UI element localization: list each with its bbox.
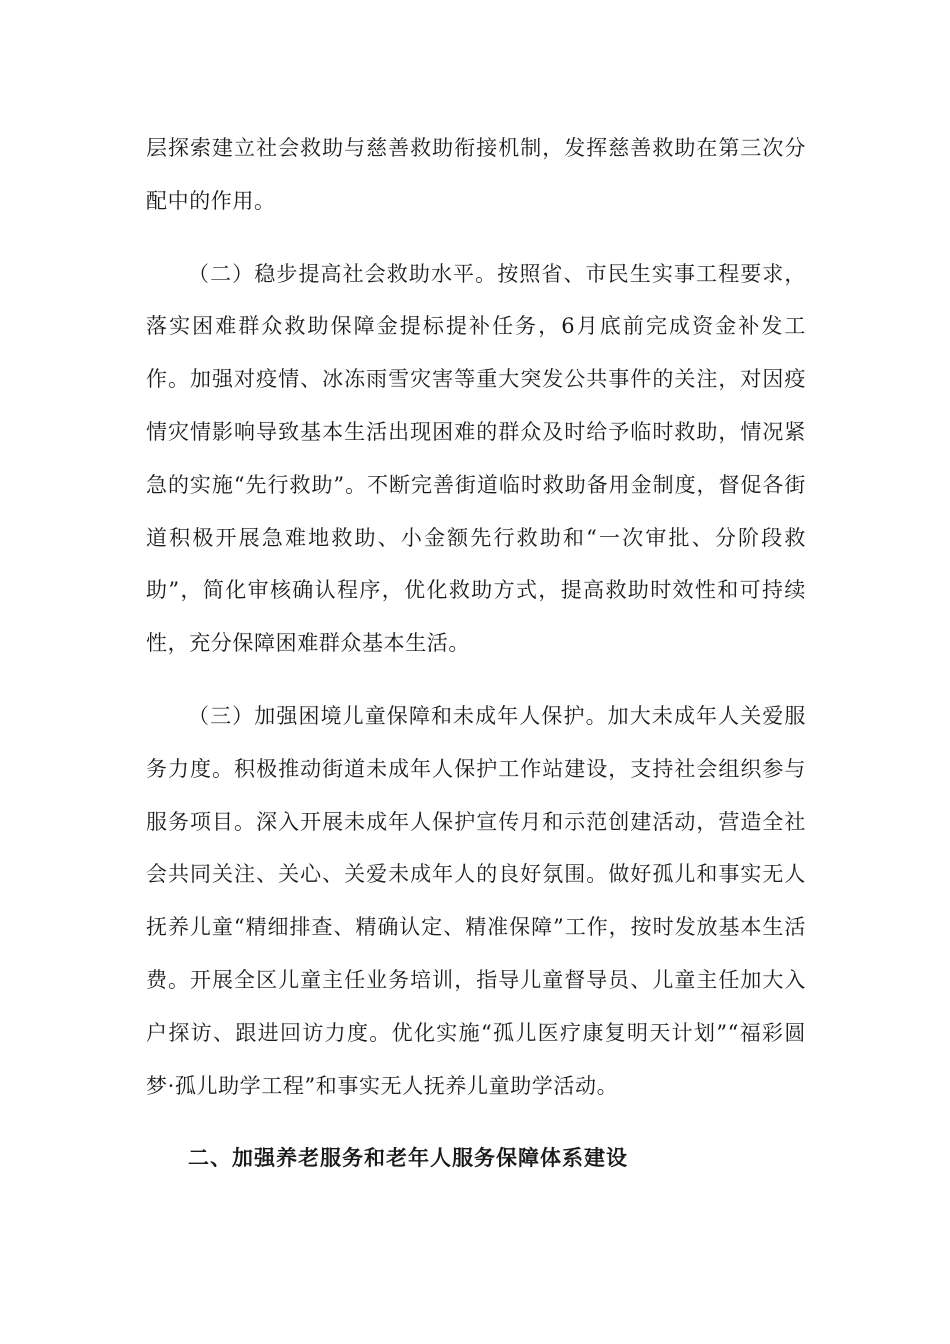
document-body	[146, 122, 806, 1185]
paragraph-social-assistance-level: （二）稳步提高社会救助水平。按照省、市民生实事工程要求，落实困难群众救助保障金提标提补任务，6月底前完成资金补发工作。加强对疫情、冰冻雨雪灾害等重大突发公共事件的关注，对因疫情灾情影响导致基本生活出现困难的群众及时给予临时救助，情况紧急的实施“先行救助”。不断完善街道临时救助备用金制度，督促各街道积极开展急难地救助、小金额先行救助和“一次审批、分阶段救助”，简化审核确认程序，优化救助方式，提高救助时效性和可持续性，充分保障困难群众基本生活。	[146, 261, 806, 656]
paragraph-child-protection: （三）加强困境儿童保障和未成年人保护。加大未成年人关爱服务力度。积极推动街道未成年人保护工作站建设，支持社会组织参与服务项目。深入开展未成年人保护宣传月和示范创建活动，营造全社会共同关注、关心、关爱未成年人的良好氛围。做好孤儿和事实无人抚养儿童“精细排查、精确认定、精准保障”工作，按时发放基本生活费。开展全区儿童主任业务培训，指导儿童督导员、儿童主任加大入户探访、跟进回访力度。优化实施“孤儿医疗康复明天计划”“福彩圆梦·孤儿助学工程”和事实无人抚养儿童助学活动。	[146, 703, 806, 1098]
paragraph-continuation: 层探索建立社会救助与慈善救助衔接机制，发挥慈善救助在第三次分配中的作用。	[146, 136, 806, 213]
section-heading: 二、加强养老服务和老年人服务保障体系建设	[188, 1146, 628, 1171]
